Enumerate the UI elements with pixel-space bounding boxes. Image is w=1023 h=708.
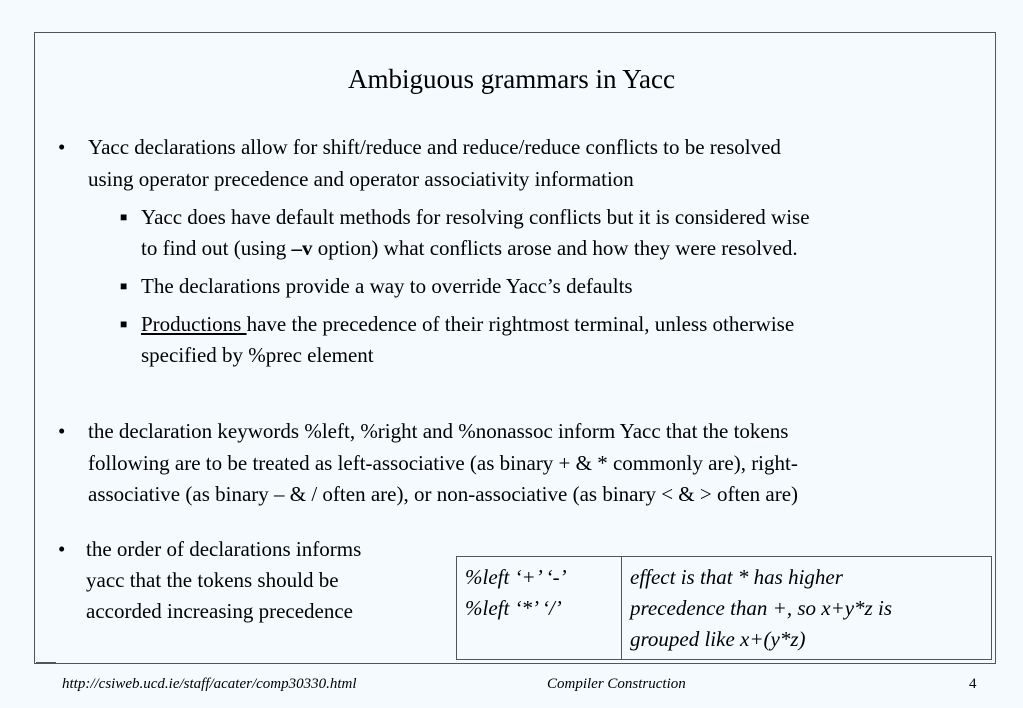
square-bullet: ■ <box>120 279 128 293</box>
precedence-table <box>456 556 992 660</box>
bullet-dot: • <box>58 537 66 561</box>
footer-url: http://csiweb.ucd.ie/staff/acater/comp30330.html <box>62 676 357 692</box>
sub1-line2 <box>141 233 798 264</box>
table-left-line1: %left ‘+’ ‘-’ <box>465 565 567 589</box>
bullet2-line3: associative (as binary – & / often are), or non-associative (as binary < & > often are) <box>88 482 799 506</box>
bullet-dot: • <box>58 419 66 443</box>
table-divider <box>621 557 622 659</box>
footer-course: Compiler Construction <box>547 676 686 692</box>
bullet-dot: • <box>58 135 66 159</box>
sub2-line1: The declarations provide a way to override Yacc’s defaults <box>141 274 633 298</box>
sub1-line2-b: option) what conflicts arose and how they were resolved. <box>312 236 798 260</box>
table-left-line2: %left ‘*’ ‘/’ <box>465 596 562 620</box>
bullet2-line2: following are to be treated as left-associative (as binary + & * commonly are), right- <box>88 451 798 475</box>
square-bullet: ■ <box>120 317 128 331</box>
square-bullet: ■ <box>120 210 128 224</box>
sub1-line1: Yacc does have default methods for resolving conflicts but it is considered wise <box>141 205 810 229</box>
sub3-underlined: Productions <box>141 312 247 336</box>
sub1-option-flag: –v <box>291 236 313 260</box>
table-right-line1: effect is that * has higher <box>630 565 843 589</box>
slide-title: Ambiguous grammars in Yacc <box>348 64 675 94</box>
bullet1-line2: using operator precedence and operator associativity information <box>88 167 634 191</box>
bullet1-line1: Yacc declarations allow for shift/reduce and reduce/reduce conflicts to be resolved <box>88 135 781 159</box>
bullet3-line1: the order of declarations informs <box>86 537 362 561</box>
table-right-line2: precedence than +, so x+y*z is <box>630 596 892 620</box>
bullet2-line1: the declaration keywords %left, %right and %nonassoc inform Yacc that the tokens <box>88 419 789 443</box>
sub3-line1-rest: have the precedence of their rightmost terminal, unless otherwise <box>246 312 795 336</box>
sub3-line2: specified by %prec element <box>141 343 374 367</box>
bullet3-line2: yacc that the tokens should be <box>86 568 339 592</box>
frame-corner-mark <box>36 662 56 664</box>
bullet3-line3: accorded increasing precedence <box>86 599 353 623</box>
table-right-line3: grouped like x+(y*z) <box>630 627 806 651</box>
sub1-line2-a: to find out (using <box>141 236 292 260</box>
sub3-line1 <box>141 309 794 340</box>
page-number: 4 <box>969 676 977 692</box>
